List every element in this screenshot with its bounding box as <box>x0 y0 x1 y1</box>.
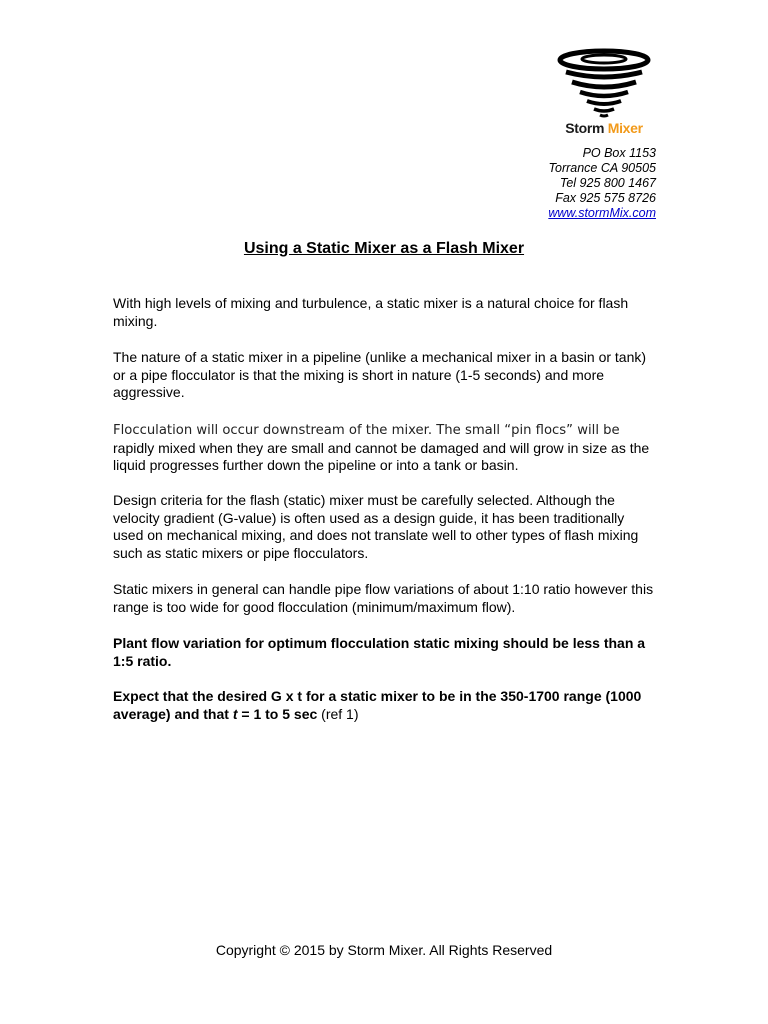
address-fax: Fax 925 575 8726 <box>555 191 656 205</box>
address-po-box: PO Box 1153 <box>582 146 656 160</box>
address-phone: Tel 925 800 1467 <box>559 176 656 190</box>
storm-mixer-logo <box>556 48 652 144</box>
gt-time-range: = 1 to 5 sec <box>237 705 318 722</box>
paragraph-gt-range <box>113 688 658 723</box>
paragraph-nature: The nature of a static mixer in a pipeline (unlike a mechanical mixer in a basin or tank) or a pipe flocculator is that the mixing is short in nature (1-5 seconds) and more aggressive. <box>113 349 647 400</box>
paragraph-intro: With high levels of mixing and turbulence, a static mixer is a natural choice for flash mixing. <box>113 295 629 329</box>
paragraph-flocculation <box>113 421 658 475</box>
reference-note: (ref 1) <box>317 705 359 722</box>
paragraph-plant-flow: Plant flow variation for optimum flocculation static mixing should be less than a 1:5 ratio. <box>113 635 646 669</box>
logo-word-storm: Storm <box>565 120 605 136</box>
gt-time-variable: t <box>232 705 238 722</box>
logo-word-mixer: Mixer <box>607 120 643 136</box>
paragraph-flocculation-first-line: Flocculation will occur downstream of the mixer. The small “pin flocs” will be <box>113 423 620 438</box>
gt-range-text: Expect that the desired G x t for a static mixer to be in the 350-1700 range (1000 average) and that <box>113 688 642 722</box>
copyright-footer: Copyright © 2015 by Storm Mixer. All Rights Reserved <box>215 942 553 958</box>
paragraph-flow-variations: Static mixers in general can handle pipe flow variations of about 1:10 ratio however this range is too wide for good flocculation (minimum/maximum flow). <box>113 581 654 615</box>
website-link[interactable]: www.stormMix.com <box>548 206 656 220</box>
page-title: Using a Static Mixer as a Flash Mixer <box>243 240 525 257</box>
address-city: Torrance CA 90505 <box>548 161 656 175</box>
company-address <box>416 146 656 221</box>
paragraph-design-criteria: Design criteria for the flash (static) mixer must be carefully selected. Although the velocity gradient (G-value) is often used as a design guide, it has been traditionally used on mechanical mixing, and does not translate well to other types of flash mixing such as static mixers or pipe flocculators. <box>113 492 639 561</box>
logo-wordmark <box>556 120 652 136</box>
tornado-icon <box>556 48 652 120</box>
paragraph-flocculation-rest: rapidly mixed when they are small and cannot be damaged and will grow in size as the liquid progresses further down the pipeline or into a tank or basin. <box>113 439 650 473</box>
